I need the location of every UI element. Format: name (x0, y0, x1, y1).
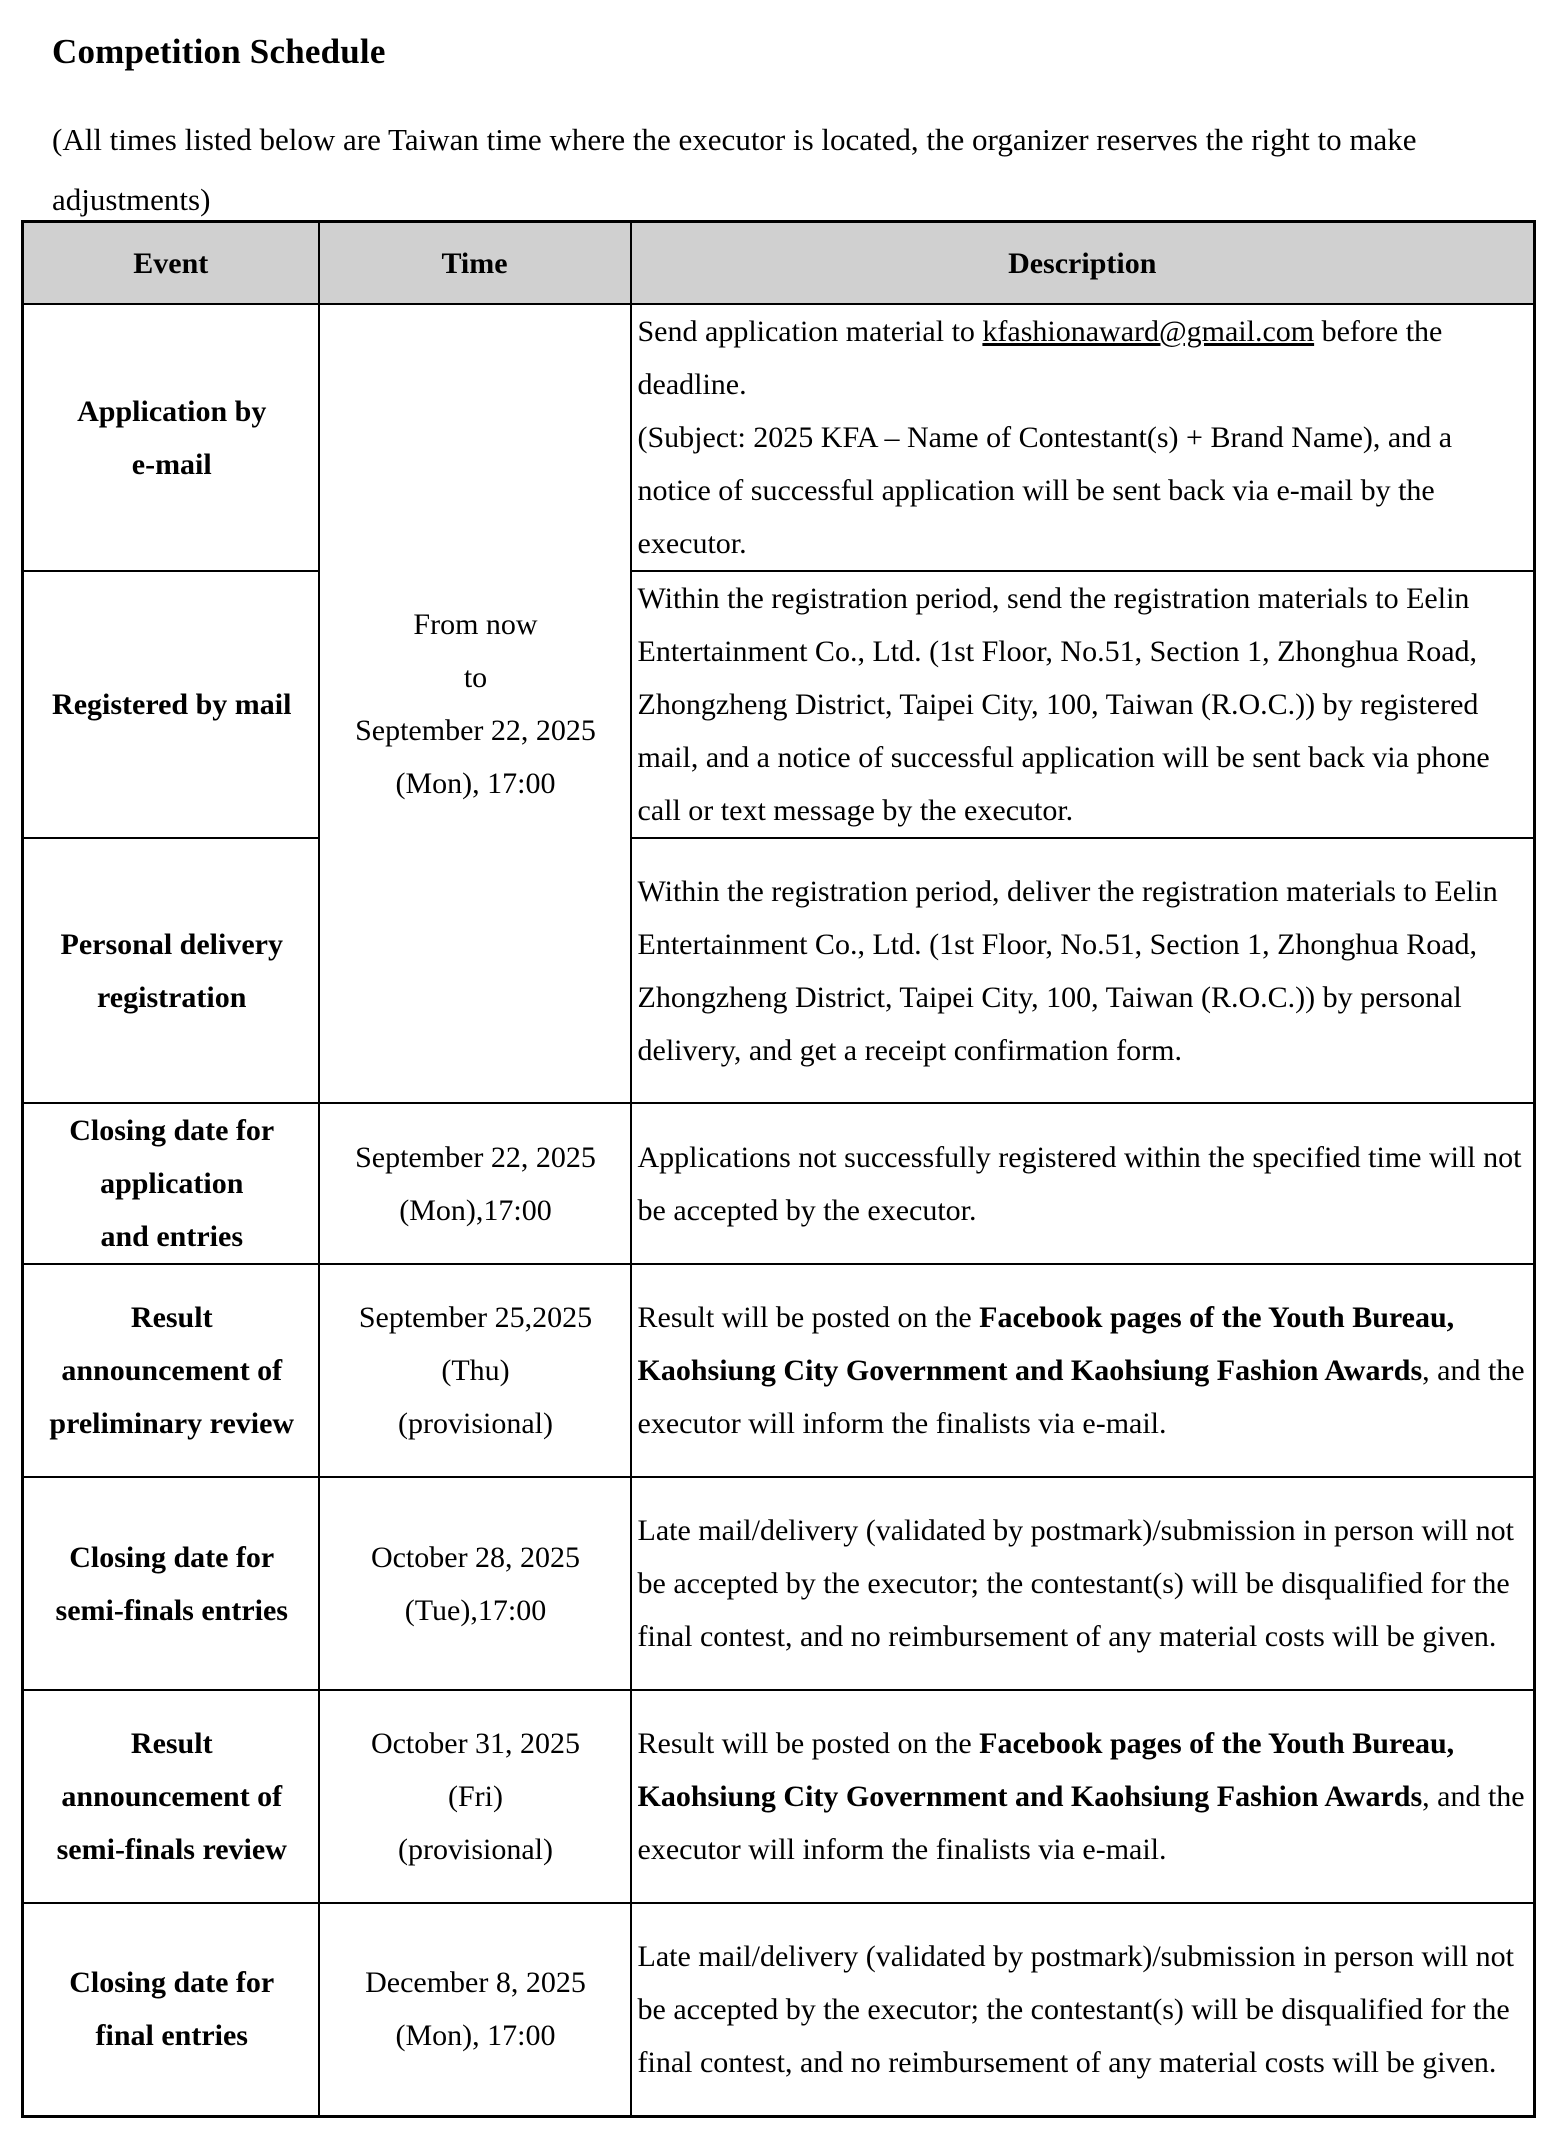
description-cell: Applications not successfully registered within the specified time will not be accepted by the executor. (631, 1103, 1535, 1264)
time-cell: December 8, 2025 (Mon), 17:00 (319, 1903, 631, 2116)
description-cell: Within the registration period, send the registration materials to Eelin Entertainment Co., Ltd. (1st Floor, No.51, Section 1, Zhonghua Road, Zhongzheng District, Taipei City, 100, Taiwan (R.O.C.)) by registered mail, and a notice of successful application will be sent back via phone call or text message by the executor. (631, 571, 1535, 838)
description-bold-text: Facebook pages of the Youth Bureau, Kaohsiung City Government and Kaohsiung Fashion Awards (637, 1301, 1455, 1387)
description-text: (Subject: 2025 KFA – Name of Contestant(s) + Brand Name), and a notice of successful application will be sent back via e-mail by the executor. (637, 421, 1453, 560)
table-row (23, 838, 1535, 1103)
table-row (23, 1264, 1535, 1477)
email-link[interactable]: kfashionaward@gmail.com (982, 315, 1315, 348)
event-cell: Personal delivery registration (23, 838, 319, 1103)
event-cell: Application by e-mail (23, 304, 319, 571)
description-text: Result will be posted on the (637, 1727, 980, 1760)
table-row (23, 1903, 1535, 2116)
description-cell: Late mail/delivery (validated by postmark)/submission in person will not be accepted by the executor; the contestant(s) will be disqualified for the final contest, and no reimbursement of any material costs will be given. (631, 1903, 1535, 2116)
description-cell (631, 1264, 1535, 1477)
time-cell: September 22, 2025 (Mon),17:00 (319, 1103, 631, 1264)
column-header-description: Description (631, 222, 1535, 305)
description-bold-text: Facebook pages of the Youth Bureau, Kaohsiung City Government and Kaohsiung Fashion Awards (637, 1727, 1455, 1813)
event-cell: Closing date for final entries (23, 1903, 319, 2116)
page-subtitle: (All times listed below are Taiwan time where the executor is located, the organizer reserves the right to make adjustments) (52, 122, 1417, 217)
description-text: , and the executor will inform the finalists via e-mail. (637, 1780, 1525, 1866)
event-cell: Closing date for semi-finals entries (23, 1477, 319, 1690)
table-row (23, 1103, 1535, 1264)
event-cell: Result announcement of semi-finals review (23, 1690, 319, 1903)
event-cell: Result announcement of preliminary review (23, 1264, 319, 1477)
description-text: before the deadline. (637, 315, 1443, 401)
description-cell (631, 304, 1535, 571)
table-header-row (23, 222, 1535, 305)
event-cell: Closing date for application and entries (23, 1103, 319, 1264)
time-cell: From now to September 22, 2025 (Mon), 17:00 (319, 304, 631, 1103)
description-cell (631, 1690, 1535, 1903)
column-header-time: Time (319, 222, 631, 305)
event-cell: Registered by mail (23, 571, 319, 838)
schedule-table (21, 220, 1536, 2118)
column-header-event: Event (23, 222, 319, 305)
description-text: Result will be posted on the (637, 1301, 980, 1334)
table-row (23, 1690, 1535, 1903)
description-text: , and the executor will inform the finalists via e-mail. (637, 1354, 1525, 1440)
table-row (23, 571, 1535, 838)
description-text: Send application material to (637, 315, 983, 348)
page-title: Competition Schedule (52, 32, 386, 71)
table-row (23, 304, 1535, 571)
description-cell: Late mail/delivery (validated by postmark)/submission in person will not be accepted by the executor; the contestant(s) will be disqualified for the final contest, and no reimbursement of any material costs will be given. (631, 1477, 1535, 1690)
table-row (23, 1477, 1535, 1690)
time-cell: September 25,2025 (Thu) (provisional) (319, 1264, 631, 1477)
time-cell: October 31, 2025 (Fri) (provisional) (319, 1690, 631, 1903)
time-cell: October 28, 2025 (Tue),17:00 (319, 1477, 631, 1690)
description-cell: Within the registration period, deliver the registration materials to Eelin Entertainment Co., Ltd. (1st Floor, No.51, Section 1, Zhonghua Road, Zhongzheng District, Taipei City, 100, Taiwan (R.O.C.)) by personal delivery, and get a receipt confirmation form. (631, 838, 1535, 1103)
